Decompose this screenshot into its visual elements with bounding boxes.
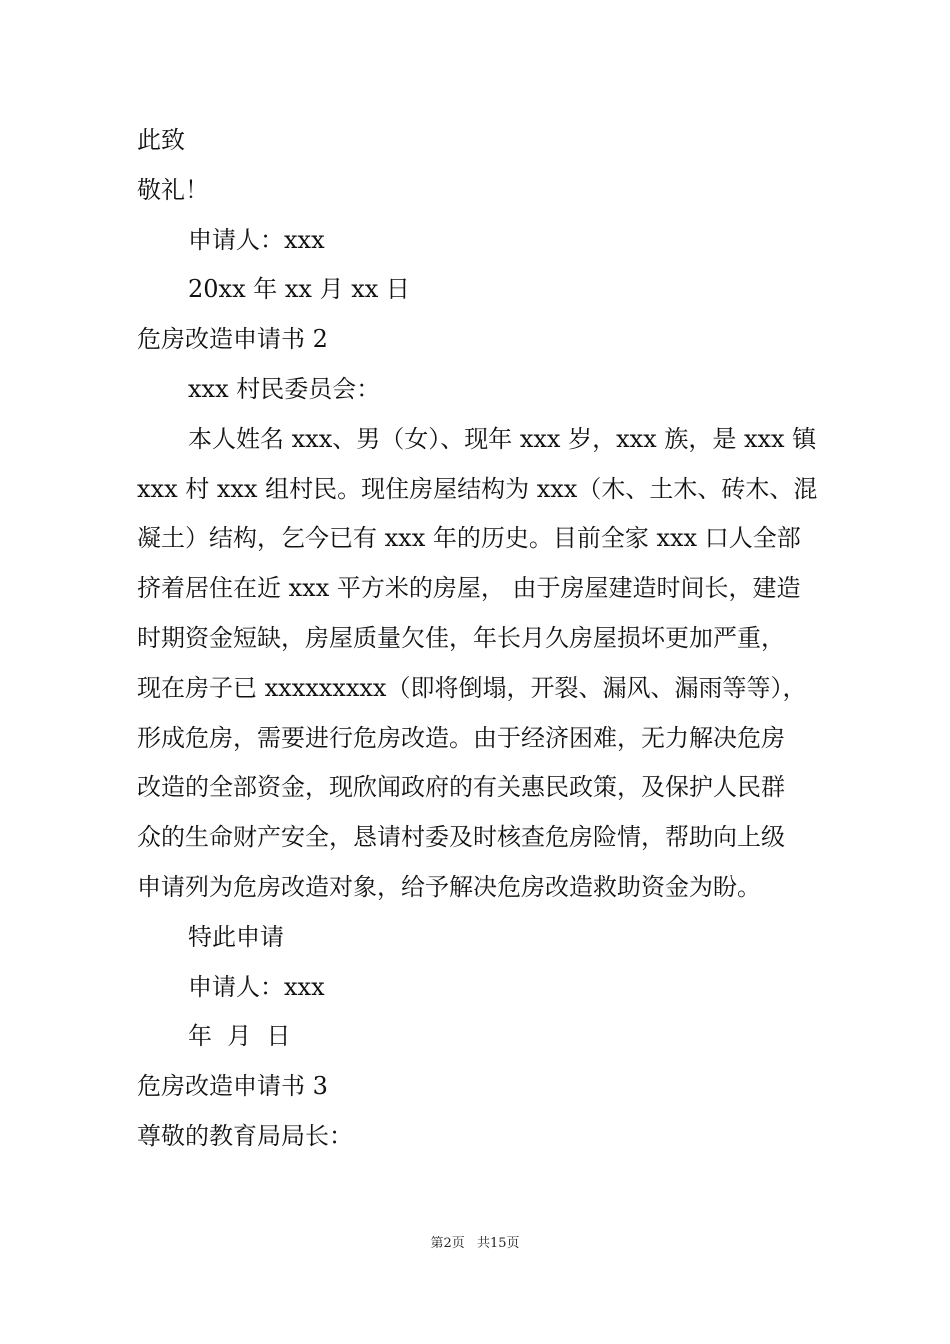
section2-body-paragraph	[137, 415, 837, 913]
section2-date: 年 月 日	[188, 1022, 291, 1051]
body-line: 改造的全部资金，现欣闻政府的有关惠民政策，及保护人民群	[137, 773, 785, 802]
page-footer	[0, 1232, 950, 1251]
body-line: 现在房子已 xxxxxxxxx（即将倒塌，开裂、漏风、漏雨等等），	[137, 673, 807, 702]
page-number-total: 共15页	[476, 1236, 520, 1251]
body-line: 挤着居住在近 xxx 平方米的房屋， 由于房屋建造时间长，建造	[137, 574, 801, 603]
body-line: 众的生命财产安全，恳请村委及时核查危房险情，帮助向上级	[137, 823, 785, 852]
section2-title: 危房改造申请书 2	[137, 325, 328, 354]
body-line: 凝土）结构，乞今已有 xxx 年的历史。目前全家 xxx 口人全部	[137, 524, 801, 553]
closing-applicant: 申请人：xxx	[188, 225, 325, 254]
body-line: 本人姓名 xxx、男（女）、现年 xxx 岁，xxx 族，是 xxx 镇	[188, 424, 817, 453]
section2-salutation: xxx 村民委员会：	[188, 374, 381, 403]
closing-jingli: 敬礼！	[137, 175, 209, 204]
closing-cizhi: 此致	[137, 126, 185, 154]
page-number-current: 第2页	[430, 1236, 465, 1251]
body-line: 时期资金短缺，房屋质量欠佳，年长月久房屋损坏更加严重，	[137, 623, 785, 652]
document-body	[137, 116, 837, 1162]
section2-special: 特此申请	[188, 922, 284, 951]
section3-title: 危房改造申请书 3	[137, 1072, 328, 1101]
body-line: xxx 村 xxx 组村民。现住房屋结构为 xxx（木、土木、砖木、混	[137, 474, 818, 503]
section3-salutation: 尊敬的教育局局长：	[137, 1121, 353, 1150]
section2-applicant: 申请人：xxx	[188, 972, 325, 1001]
body-line: 形成危房，需要进行危房改造。由于经济困难，无力解决危房	[137, 723, 785, 752]
body-line: 申请列为危房改造对象，给予解决危房改造救助资金为盼。	[137, 872, 761, 901]
closing-date: 20xx 年 xx 月 xx 日	[188, 275, 410, 304]
